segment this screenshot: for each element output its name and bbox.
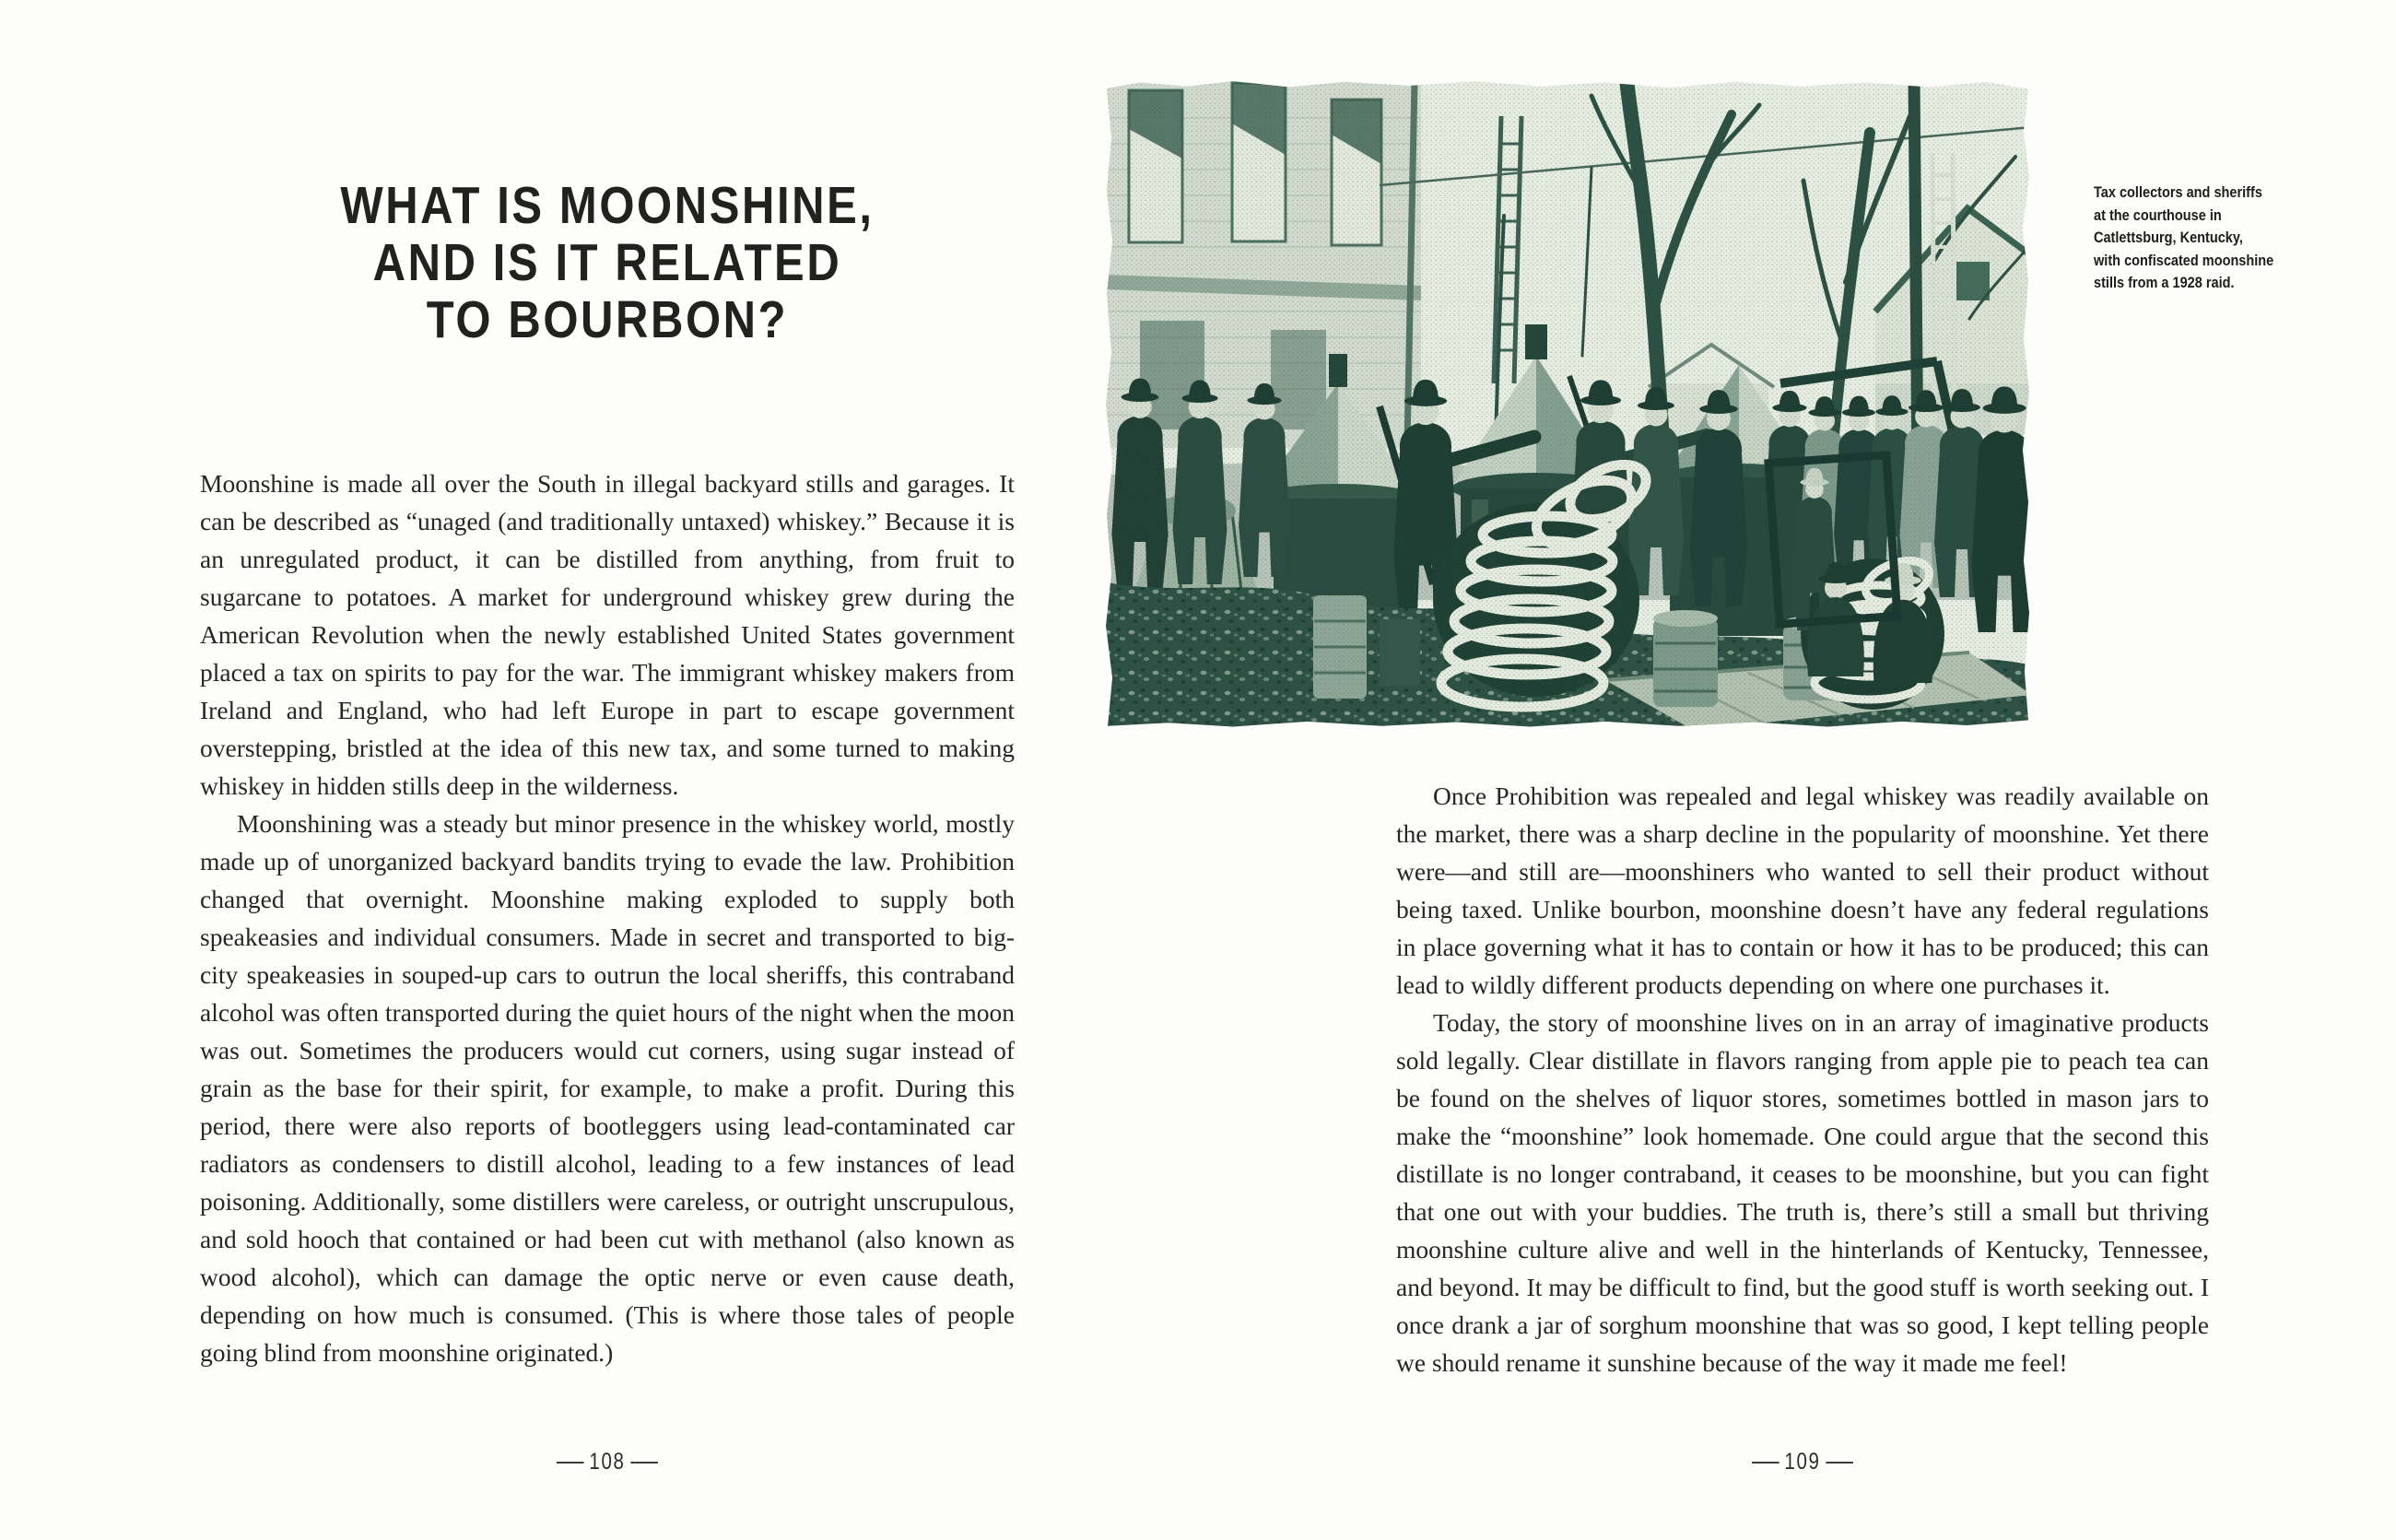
right-paragraph-1: Once Prohibition was repealed and legal whiskey was readily available on the market, there was a sharp decline in the popularity of moonshine. Yet there were—and still are—moonshiners who wanted to sell their product without being taxed. Unlike bourbon, moonshine doesn’t have any federal regulations in place governing what it has to contain or how it has to be produced; this can lead to wildly different products depending on where one purchases it. <box>1396 782 2209 999</box>
photo-caption-line: Catlettsburg, Kentucky, <box>2094 229 2243 246</box>
photo-caption-line: Tax collectors and sheriffs <box>2094 184 2262 201</box>
chapter-title <box>257 177 957 348</box>
right-paragraph-2: Today, the story of moonshine lives on in an array of imaginative products sold legally. Clear distillate in flavors ranging from apple pie to peach tea can be found on the shelves of liquor stores, sometimes bottled in mason jars to make the “moonshine” look homemade. One could argue that the second this distillate is no longer contraband, it ceases to be moonshine, but you can fight that one out with your buddies. The truth is, there’s still a small but thriving moonshine culture alive and well in the hinterlands of Kentucky, Tennessee, and beyond. It may be difficult to find, but the good stuff is worth seeking out. I once drank a jar of sorghum moonshine that was so good, I kept telling people we should rename it sunshine because of the way it made me feel! <box>1396 1008 2209 1377</box>
left-page-body <box>200 464 1015 1371</box>
photo-caption-line: with confiscated moonshine <box>2094 252 2274 269</box>
chapter-title-line-1: WHAT IS MOONSHINE, <box>340 176 875 235</box>
left-paragraph-1: Moonshine is made all over the South in illegal backyard stills and garages. It can be described as “unaged (and traditionally untaxed) whiskey.” Because it is an unregulated product, it can be distilled from anything, from fruit to sugarcane to potatoes. A market for underground whiskey grew during the American Revolution when the newly established United States government placed a tax on spirits to pay for the war. The immigrant whiskey makers from Ireland and England, who had left Europe in part to escape government overstepping, bristled at the idea of this new tax, and some turned to making whiskey in hidden stills deep in the wilderness. <box>200 469 1015 800</box>
page-number-dash <box>630 1462 658 1464</box>
page-number-dash <box>557 1462 584 1464</box>
moonshine-raid-photo <box>1103 79 2032 730</box>
photo-caption <box>2094 182 2288 295</box>
page-number-value: 108 <box>589 1449 626 1475</box>
right-page-number <box>1469 1449 2135 1475</box>
right-page-body <box>1396 777 2209 1381</box>
page-number-dash <box>1826 1462 1853 1464</box>
photo-caption-line: stills from a 1928 raid. <box>2094 275 2235 291</box>
left-page-number <box>274 1449 942 1475</box>
halftone-overlay <box>1103 79 2032 730</box>
photo-caption-line: at the courthouse in <box>2094 206 2222 224</box>
chapter-title-line-2: AND IS IT RELATED <box>372 233 842 292</box>
left-paragraph-2: Moonshining was a steady but minor presence in the whiskey world, mostly made up of unorganized backyard bandits trying to evade the law. Prohibition changed that overnight. Moonshine making exploded to supply both speakeasies and individual consumers. Made in secret and transported to big-city speakeasies in souped-up cars to outrun the local sheriffs, this contraband alcohol was often transported during the quiet hours of the night when the moon was out. Sometimes the producers would cut corners, using sugar instead of grain as the base for their spirit, for example, to make a profit. During this period, there were also reports of bootleggers using lead-contaminated car radiators as condensers to distill alcohol, leading to a few instances of lead poisoning. Additionally, some distillers were careless, or outright unscrupulous, and sold hooch that contained or had been cut with methanol (also known as wood alcohol), which can damage the optic nerve or even cause death, depending on how much is consumed. (This is where those tales of people going blind from moonshine originated.) <box>200 809 1015 1367</box>
chapter-title-line-3: TO BOURBON? <box>426 290 789 349</box>
page-number-dash <box>1752 1462 1779 1464</box>
moonshine-raid-photo-art <box>1103 79 2032 730</box>
page-number-value: 109 <box>1784 1449 1821 1475</box>
